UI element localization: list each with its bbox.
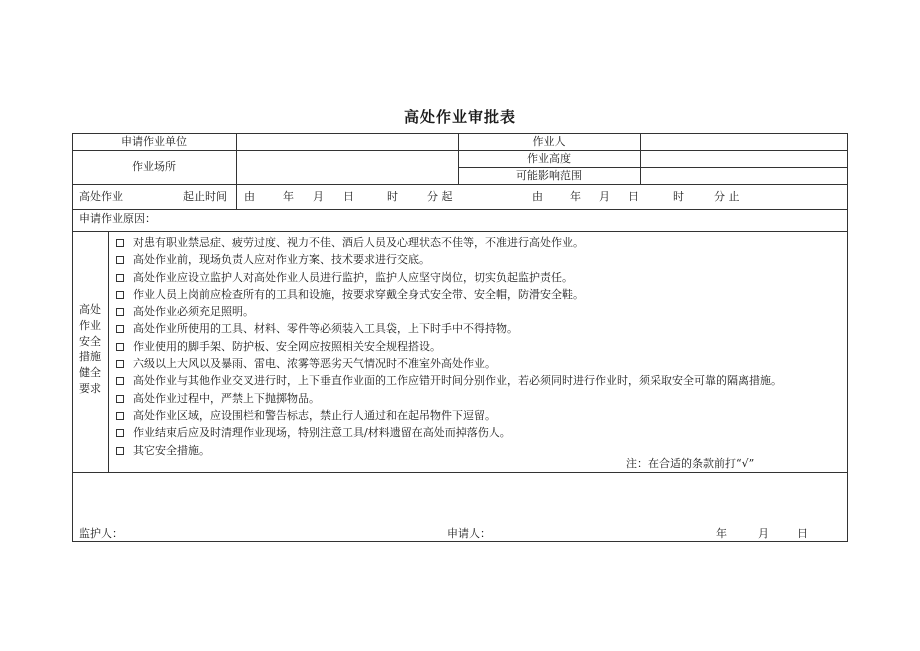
guardian-label: 监护人： — [79, 527, 123, 540]
applicant-label: 申请人： — [447, 527, 491, 540]
measures-list — [116, 234, 841, 459]
start-month: 月 — [313, 190, 324, 203]
checkbox[interactable] — [116, 325, 124, 333]
measure-text: 六级以上大风以及暴雨、雷电、浓雾等恶劣天气情况时不准室外高处作业。 — [133, 357, 496, 371]
measure-item — [116, 355, 841, 372]
start-day: 日 — [343, 190, 354, 203]
sign-year: 年 — [716, 527, 727, 540]
height-label: 作业高度 — [527, 152, 571, 165]
end-hour: 时 — [673, 190, 684, 203]
row-divider — [72, 472, 848, 473]
end-month: 月 — [599, 190, 610, 203]
measures-label: 高处作业安全措施健全要求 — [79, 303, 101, 395]
location-field[interactable] — [237, 151, 458, 184]
reason-field[interactable] — [160, 210, 846, 230]
measure-item — [116, 251, 841, 268]
measure-text: 作业人员上岗前应检查所有的工具和设施，按要求穿戴全身式安全带、安全帽，防滑安全鞋。 — [133, 287, 584, 301]
end-minute: 分 止 — [714, 190, 740, 203]
measure-text: 作业使用的脚手架、防护板、安全网应按照相关安全规程搭设。 — [133, 339, 441, 353]
time-row-label-right: 起止时间 — [183, 190, 227, 203]
measure-item — [116, 269, 841, 286]
measure-item — [116, 303, 841, 320]
checkbox[interactable] — [116, 239, 124, 247]
end-from: 由 — [532, 190, 543, 203]
worker-field[interactable] — [641, 134, 847, 150]
checkbox[interactable] — [116, 256, 124, 264]
measure-text: 作业结束后应及时清理作业现场，特别注意工具/材料遗留在高处而掉落伤人。 — [133, 426, 511, 440]
measure-text: 对患有职业禁忌症、疲劳过度、视力不佳、酒后人员及心理状态不佳等，不准进行高处作业。 — [133, 236, 584, 249]
reason-label: 申请作业原因： — [79, 212, 156, 225]
start-hour: 时 — [387, 190, 398, 203]
measure-item — [116, 286, 841, 303]
end-day: 日 — [628, 190, 639, 203]
checkbox[interactable] — [116, 274, 124, 282]
time-row-label-left: 高处作业 — [79, 190, 123, 203]
measure-text: 高处作业所使用的工具、材料、零件等必须装入工具袋，上下时手中不得持物。 — [133, 322, 518, 336]
check-note: 注：在合适的条款前打“√” — [626, 457, 755, 470]
measure-item — [116, 338, 841, 355]
measure-item — [116, 234, 841, 251]
checkbox[interactable] — [116, 343, 124, 351]
checkbox[interactable] — [116, 360, 124, 368]
height-field[interactable] — [641, 151, 847, 167]
checkbox[interactable] — [116, 291, 124, 299]
sign-month: 月 — [758, 527, 769, 540]
start-minute: 分 起 — [427, 190, 453, 203]
checkbox[interactable] — [116, 412, 124, 420]
end-year: 年 — [570, 190, 581, 203]
measure-text: 高处作业过程中，严禁上下抛掷物品。 — [133, 391, 320, 405]
checkbox[interactable] — [116, 395, 124, 403]
measure-item — [116, 320, 841, 337]
location-label: 作业场所 — [132, 160, 176, 173]
impact-range-label: 可能影响范围 — [516, 169, 582, 182]
measure-text: 高处作业与其他作业交叉进行时，上下垂直作业面的工作应错开时间分别作业，若必须同时进行作业时，须采取安全可靠的隔离措施。 — [133, 374, 782, 388]
measure-item — [116, 424, 841, 441]
column-divider — [108, 231, 109, 472]
checkbox[interactable] — [116, 429, 124, 437]
measure-text: 高处作业区域，应设围栏和警告标志，禁止行人通过和在起吊物件下逗留。 — [133, 408, 496, 422]
applicant-unit-field[interactable] — [237, 134, 458, 150]
measure-text: 高处作业应设立监护人对高处作业人员进行监护，监护人应坚守岗位，切实负起监护责任。 — [133, 270, 573, 284]
start-year: 年 — [283, 190, 294, 203]
impact-range-field[interactable] — [641, 168, 847, 184]
sign-day: 日 — [797, 527, 808, 540]
measure-item — [116, 372, 841, 389]
row-divider — [72, 184, 848, 185]
measure-item — [116, 407, 841, 424]
measure-text: 其它安全措施。 — [133, 443, 210, 457]
checkbox[interactable] — [116, 377, 124, 385]
form-title: 高处作业审批表 — [403, 108, 516, 126]
measure-text: 高处作业必须充足照明。 — [133, 305, 254, 319]
applicant-unit-label: 申请作业单位 — [121, 135, 187, 148]
checkbox[interactable] — [116, 308, 124, 316]
start-from: 由 — [244, 190, 255, 203]
row-divider — [72, 231, 848, 232]
measure-text: 高处作业前，现场负责人应对作业方案、技术要求进行交底。 — [133, 253, 430, 267]
checkbox[interactable] — [116, 447, 124, 455]
measure-item — [116, 390, 841, 407]
worker-label: 作业人 — [532, 135, 566, 148]
